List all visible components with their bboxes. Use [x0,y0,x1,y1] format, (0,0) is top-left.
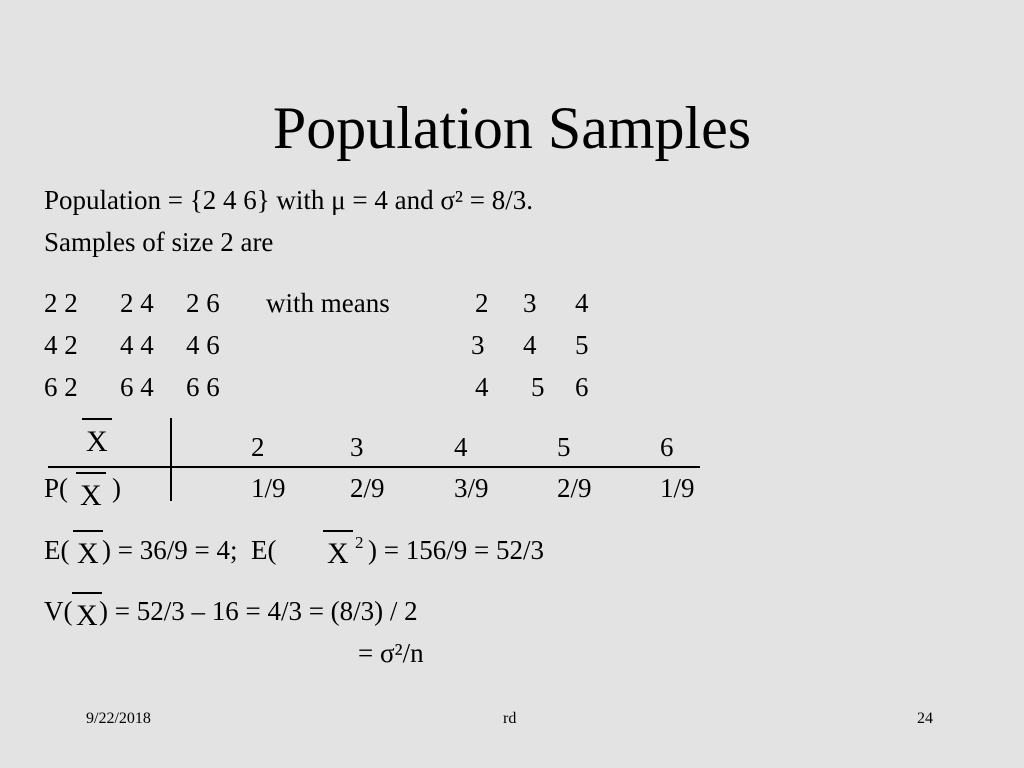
x-bar-symbol: X [77,537,99,570]
sample-mean: 5 [575,330,589,360]
sample-pair: 2 2 [44,288,78,318]
table-horizontal-rule [48,466,700,468]
x-value: 5 [557,432,571,462]
sample-mean: 3 [471,330,485,360]
variance-open: V( [44,596,73,626]
sample-pair: 6 2 [44,372,78,402]
x-value: 2 [251,432,265,462]
sample-pair: 4 6 [186,330,220,360]
x-bar-symbol: X [327,537,349,570]
x-bar-symbol: X [76,599,98,632]
sample-pair: 6 6 [186,372,220,402]
footer-date: 9/22/2018 [86,710,151,727]
expectation-part1: ) = 36/9 = 4; E( [102,535,277,565]
page-number: 24 [917,710,933,727]
probability-value: 1/9 [660,473,695,503]
samples-size-statement: Samples of size 2 are [44,227,274,257]
sample-mean: 5 [531,372,545,402]
probability-value: 2/9 [557,473,592,503]
variance-result: = σ²/n [358,638,424,668]
sample-mean: 4 [523,330,537,360]
p-label-close: ) [112,473,121,503]
probability-value: 2/9 [350,473,385,503]
x-value: 6 [660,432,674,462]
footer-author: rd [503,710,517,727]
x-value: 4 [454,432,468,462]
sample-mean: 3 [523,288,537,318]
sample-pair: 2 6 [186,288,220,318]
sample-mean: 4 [475,372,489,402]
sample-pair: 4 2 [44,330,78,360]
x-value: 3 [350,432,364,462]
superscript-two: 2 [355,533,364,552]
slide-title: Population Samples [272,95,752,161]
sample-mean: 6 [575,372,589,402]
variance-equation: ) = 52/3 – 16 = 4/3 = (8/3) / 2 [99,596,418,626]
sample-mean: 4 [575,288,589,318]
x-bar-header: X [86,425,108,458]
expectation-part2: ) = 156/9 = 52/3 [368,535,544,565]
expectation-open: E( [44,535,70,565]
probability-value: 1/9 [251,473,286,503]
with-means-label: with means [266,288,390,318]
sample-pair: 4 4 [120,330,154,360]
p-label-open: P( [44,473,69,503]
sample-pair: 2 4 [120,288,154,318]
population-statement: Population = {2 4 6} with μ = 4 and σ² = 8/3. [44,185,533,215]
table-vertical-rule [170,418,172,501]
probability-value: 3/9 [454,473,489,503]
sample-pair: 6 4 [120,372,154,402]
sample-mean: 2 [475,288,489,318]
x-bar-symbol: X [80,479,102,512]
